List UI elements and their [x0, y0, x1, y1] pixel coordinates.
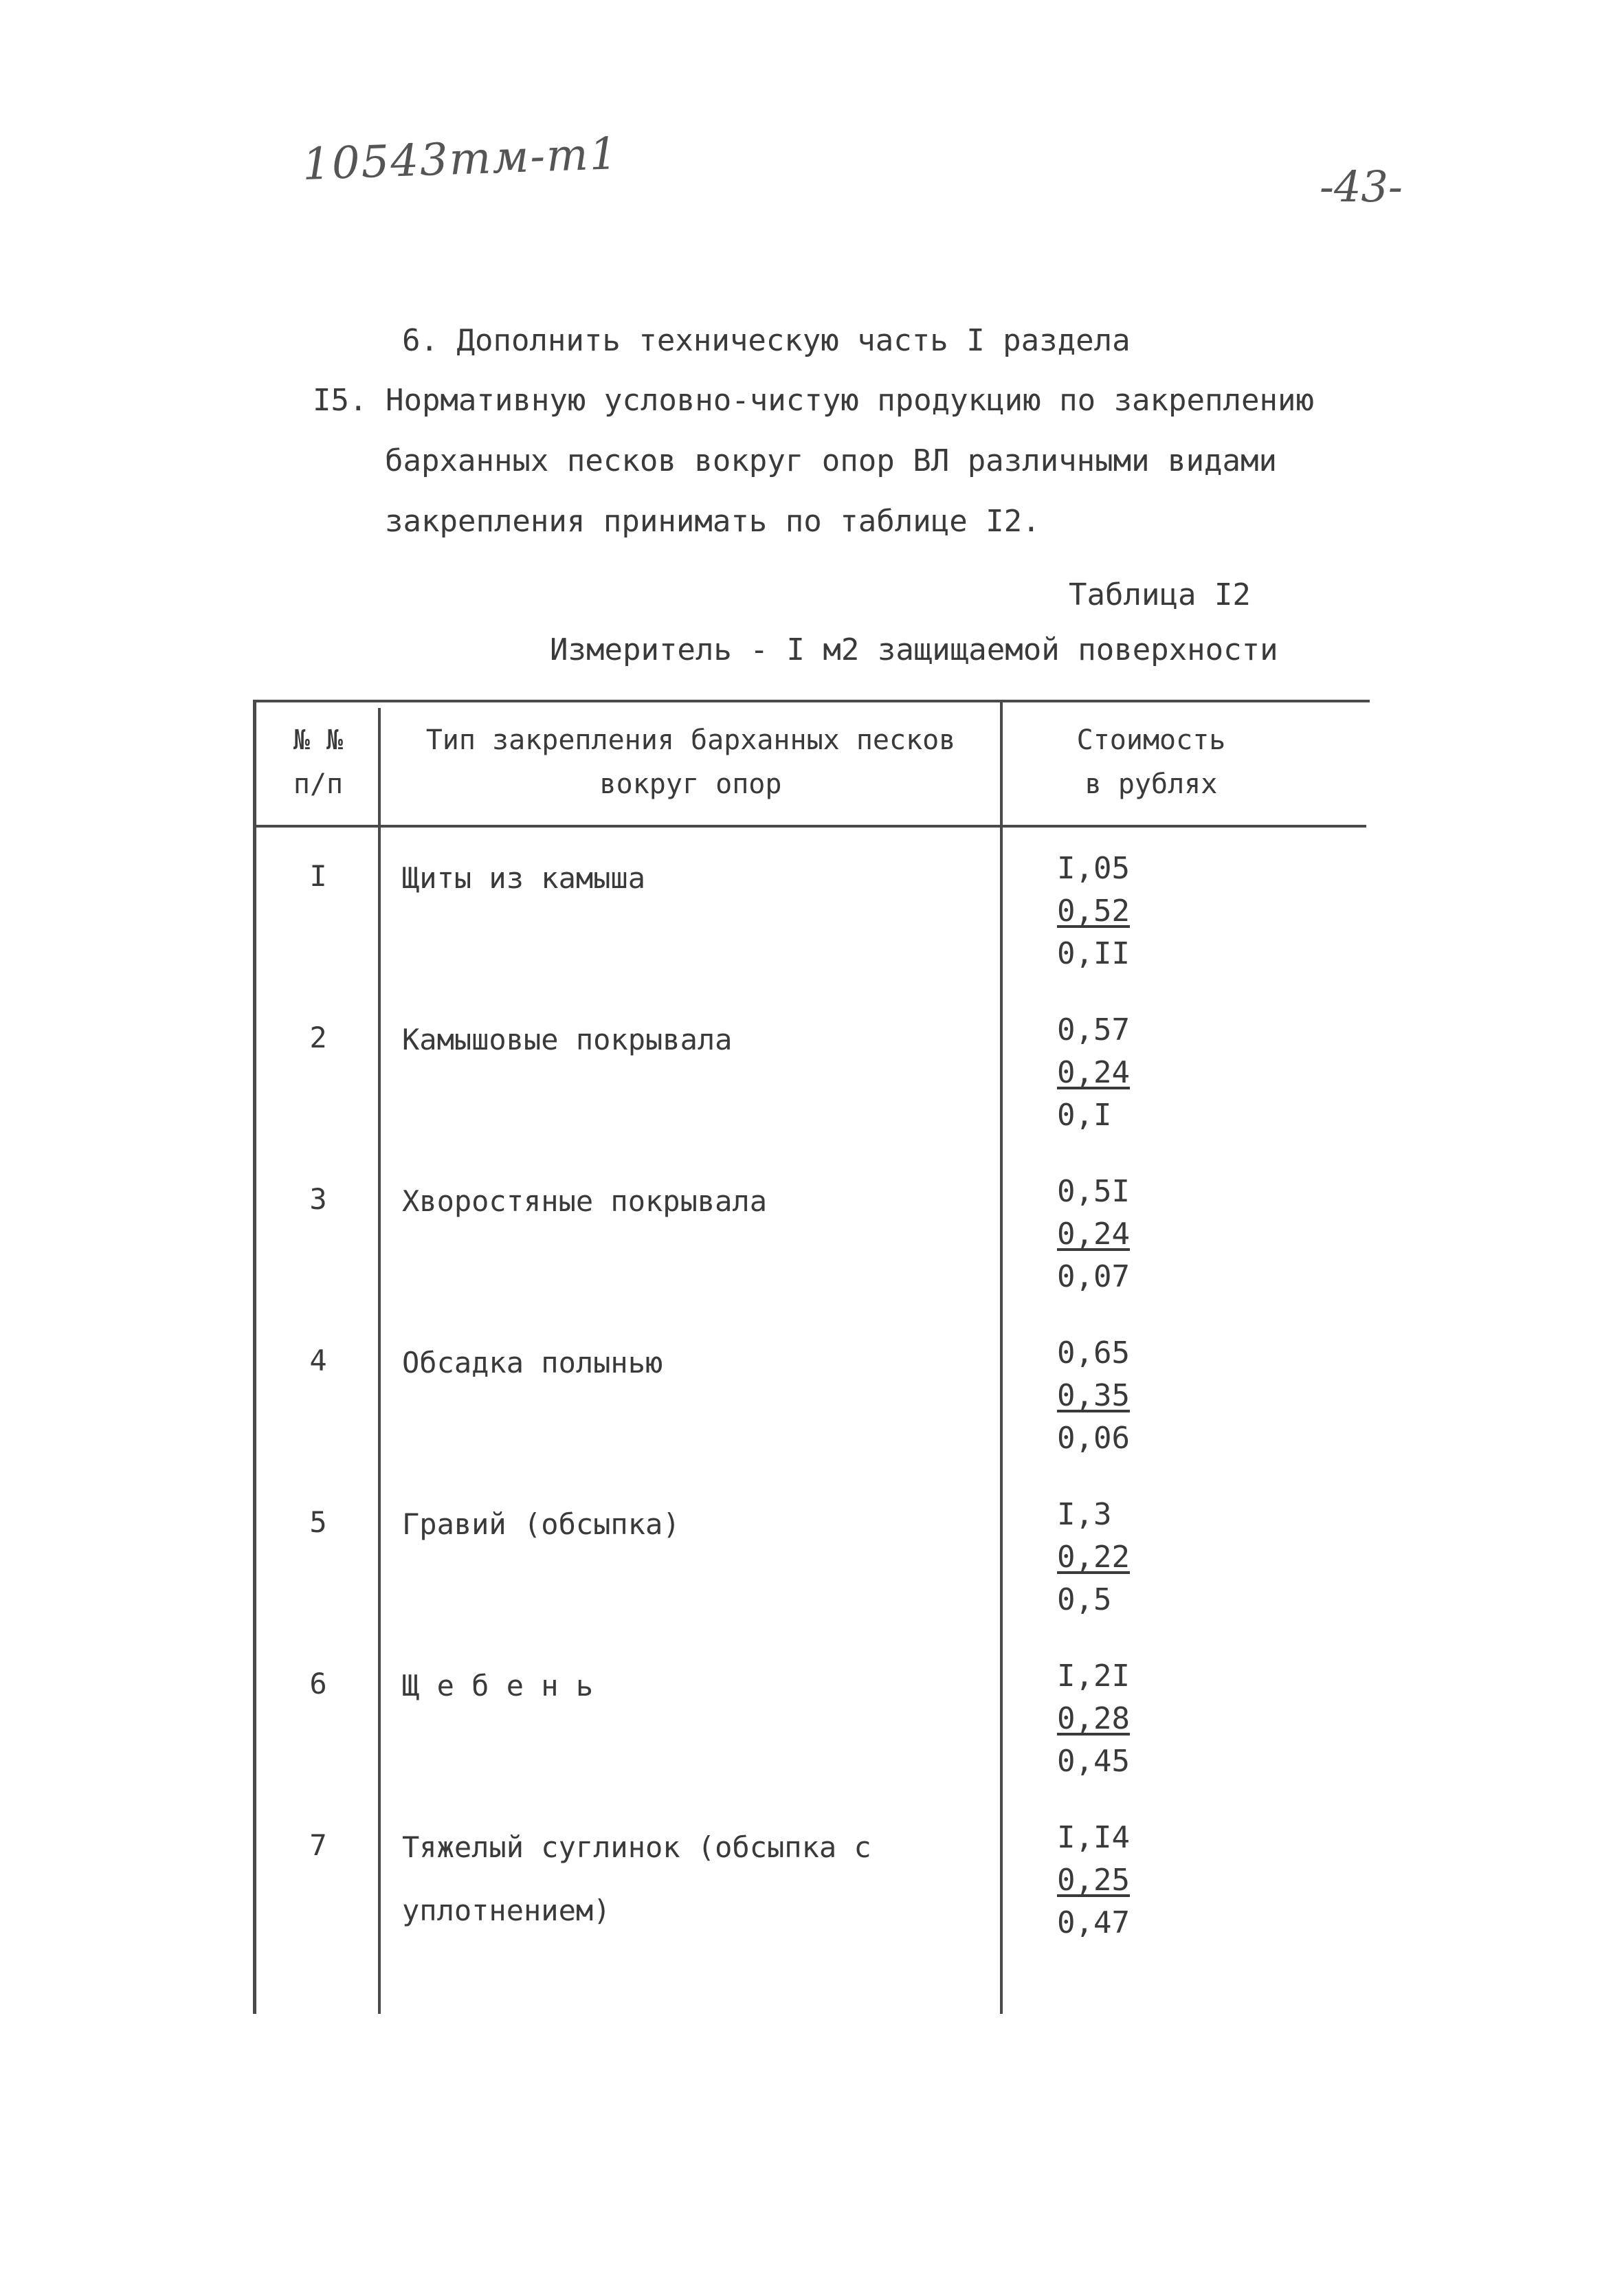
row-type — [402, 847, 645, 910]
row-type — [402, 1654, 593, 1718]
table-column-divider — [1000, 700, 1003, 2014]
row-cost — [1057, 1655, 1130, 1783]
cost-numerator: 0,24 — [1057, 1217, 1130, 1252]
row-type-line: уплотнением) — [402, 1894, 611, 1927]
row-cost — [1057, 1171, 1130, 1298]
row-number: 2 — [309, 1021, 327, 1054]
row-number: 6 — [309, 1667, 327, 1700]
row-cost — [1057, 1494, 1130, 1621]
paragraph-line: закрепления принимать по таблице I2. — [385, 504, 1041, 539]
cost-value: 0,57 — [1057, 1012, 1130, 1047]
cost-denominator: 0,5 — [1057, 1582, 1112, 1617]
cost-numerator: 0,25 — [1057, 1863, 1130, 1898]
cost-denominator: 0,07 — [1057, 1259, 1130, 1294]
row-cost — [1057, 1817, 1130, 1944]
handwritten-code: 10543тм-т1 — [301, 128, 620, 191]
cost-value: I,I4 — [1057, 1820, 1130, 1855]
row-number: 5 — [309, 1505, 327, 1539]
header-cost-line: Стоимость — [1076, 724, 1226, 756]
row-type-line: Обсадка полынью — [402, 1346, 663, 1379]
cost-numerator: 0,35 — [1057, 1378, 1130, 1413]
table-caption: Таблица I2 — [1069, 577, 1251, 612]
header-type-line: вокруг опор — [599, 768, 782, 800]
cost-value: 0,65 — [1057, 1335, 1130, 1371]
row-type — [402, 1493, 680, 1556]
table-column-divider — [378, 708, 381, 2014]
paragraph-line: барханных песков вокруг опор ВЛ различными видами — [385, 443, 1278, 478]
cost-denominator: 0,06 — [1057, 1421, 1130, 1456]
row-type — [402, 1331, 663, 1395]
row-type — [402, 1008, 732, 1072]
row-cost — [1057, 847, 1130, 975]
cost-numerator: 0,24 — [1057, 1055, 1130, 1090]
paragraph-line: 6. Дополнить техническую часть I раздела — [402, 323, 1131, 358]
cost-value: I,3 — [1057, 1497, 1112, 1532]
row-cost — [1057, 1009, 1130, 1137]
cost-numerator: 0,52 — [1057, 894, 1130, 929]
header-number-line: № № — [293, 724, 344, 756]
cost-value: I,2I — [1057, 1659, 1130, 1694]
table-border-top — [253, 700, 1370, 702]
cost-numerator: 0,28 — [1057, 1701, 1130, 1736]
header-number-line: п/п — [293, 768, 344, 800]
header-type — [388, 718, 993, 806]
page-number: -43- — [1320, 162, 1403, 212]
row-number: I — [309, 859, 327, 893]
header-number — [260, 718, 377, 806]
row-type-line: Хворостяные покрывала — [402, 1184, 768, 1218]
row-number: 7 — [309, 1828, 327, 1862]
row-type-line: Щ е б е н ь — [402, 1669, 594, 1703]
row-type-line: Щиты из камыша — [402, 861, 646, 895]
row-type — [402, 1816, 871, 1942]
cost-numerator: 0,22 — [1057, 1540, 1130, 1575]
row-type-line: Гравий (обсыпка) — [402, 1507, 680, 1541]
table-border-left — [253, 700, 256, 2014]
cost-denominator: 0,45 — [1057, 1744, 1130, 1779]
row-cost — [1057, 1332, 1130, 1460]
row-number: 4 — [309, 1344, 327, 1377]
header-cost-line: в рублях — [1084, 768, 1218, 800]
cost-denominator: 0,II — [1057, 936, 1130, 971]
header-type-line: Тип закрепления барханных песков — [425, 724, 956, 756]
cost-value: I,05 — [1057, 851, 1130, 886]
table-measure: Измеритель - I м2 защищаемой поверхности — [550, 632, 1278, 667]
row-number: 3 — [309, 1182, 327, 1216]
cost-denominator: 0,47 — [1057, 1905, 1130, 1940]
cost-denominator: 0,I — [1057, 1098, 1112, 1133]
row-type-line: Камышовые покрывала — [402, 1023, 733, 1056]
header-cost — [1010, 718, 1292, 806]
row-type-line: Тяжелый суглинок (обсыпка с — [402, 1830, 871, 1864]
paragraph-line: I5. Нормативную условно-чистую продукцию по закреплению — [313, 383, 1314, 418]
table-header-divider — [253, 825, 1366, 828]
cost-value: 0,5I — [1057, 1174, 1130, 1209]
row-type — [402, 1170, 767, 1233]
